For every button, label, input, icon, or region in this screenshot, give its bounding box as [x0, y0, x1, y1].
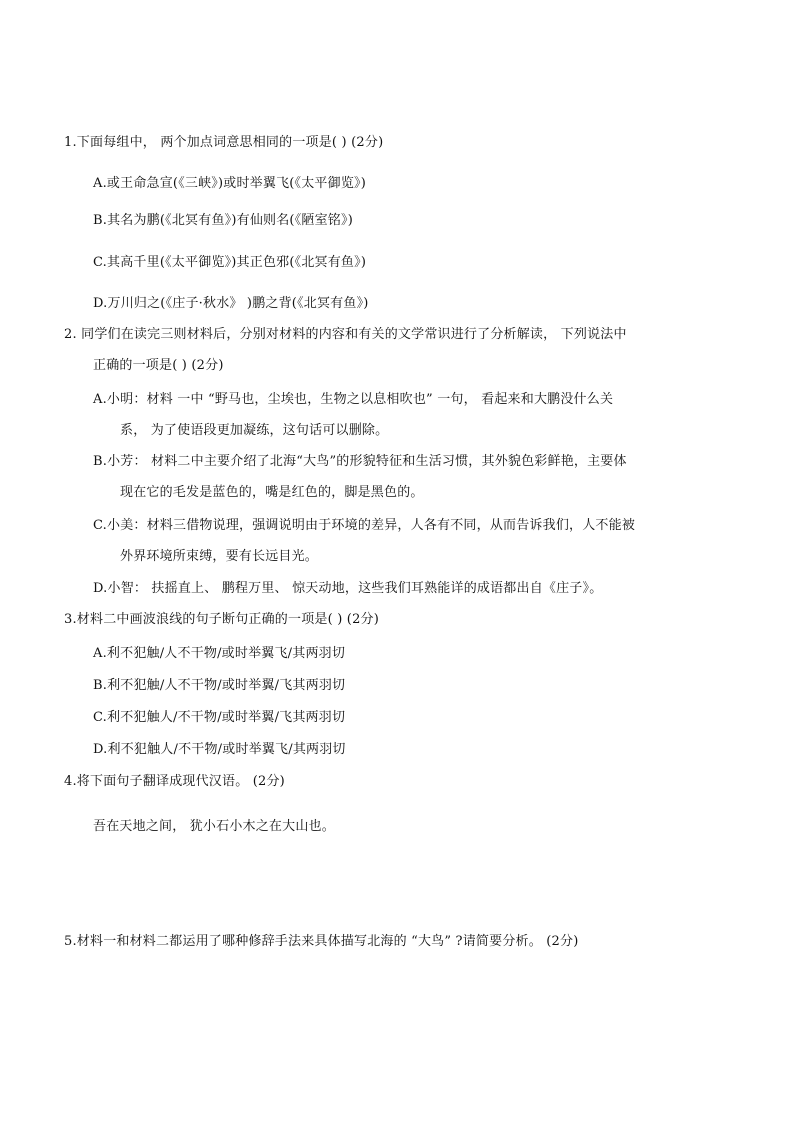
question-3-option-c: C.利不犯触人/不干物/或时举翼/飞其两羽切 — [93, 710, 346, 725]
question-2-option-b-line-2: 现在它的毛发是蓝色的，嘴是红色的，脚是黑色的。 — [120, 485, 424, 500]
question-1-option-d: D.万川归之(《庄子·秋水》 )鹏之背(《北冥有鱼》) — [93, 296, 369, 311]
question-2-option-b-line-1: B.小芳： 材料二中主要介绍了北海“大鸟”的形貌特征和生活习惯，其外貌色彩鲜艳，主要体 — [93, 454, 627, 469]
question-1-stem: 1.下面每组中， 两个加点词意思相同的一项是( ) (2分) — [64, 135, 384, 150]
question-2-option-a-line-1: A.小明：材料 一中 “野马也，尘埃也，生物之以息相吹也” 一句， 看起来和大鹏没什么关 — [93, 392, 614, 407]
question-5-stem: 5.材料一和材料二都运用了哪种修辞手法来具体描写北海的 “大鸟” ?请简要分析。 (2分) — [64, 934, 579, 949]
question-2-option-a-line-2: 系， 为了使语段更加凝练，这句话可以删除。 — [120, 423, 389, 438]
question-2-stem-line-1: 2. 同学们在读完三则材料后，分别对材料的内容和有关的文学常识进行了分析解读， 下列说法中 — [64, 327, 627, 342]
question-3-option-b: B.利不犯触/人不干物/或时举翼/飞其两羽切 — [93, 678, 346, 693]
question-1-option-a: A.或王命急宣(《三峡》)或时举翼飞(《太平御览》) — [93, 176, 367, 191]
question-2-option-c-line-2: 外界环境所束缚，要有长远目光。 — [120, 549, 319, 564]
question-3-option-a: A.利不犯触/人不干物/或时举翼飞/其两羽切 — [93, 646, 346, 661]
question-4-sentence: 吾在天地之间， 犹小石小木之在大山也。 — [93, 819, 335, 834]
question-1-option-b: B.其名为鹏(《北冥有鱼》)有仙则名(《陋室铭》) — [93, 213, 353, 228]
question-4-stem: 4.将下面句子翻译成现代汉语。 (2分) — [64, 774, 285, 789]
question-2-option-c-line-1: C.小美：材料三借物说理，强调说明由于环境的差异，人各有不同，从而告诉我们，人不能被 — [93, 518, 636, 533]
question-2-stem-line-2: 正确的一项是( ) (2分) — [93, 358, 224, 373]
question-3-option-d: D.利不犯触人/不干物/或时举翼飞/其两羽切 — [93, 742, 346, 757]
question-3-stem: 3.材料二中画波浪线的句子断句正确的一项是( ) (2分) — [64, 612, 380, 627]
question-2-option-d: D.小智： 扶摇直上、 鹏程万里、 惊天动地，这些我们耳熟能详的成语都出自《庄子》。 — [93, 581, 603, 596]
question-1-option-c: C.其高千里(《太平御览》)其正色邪(《北冥有鱼》) — [93, 255, 367, 270]
